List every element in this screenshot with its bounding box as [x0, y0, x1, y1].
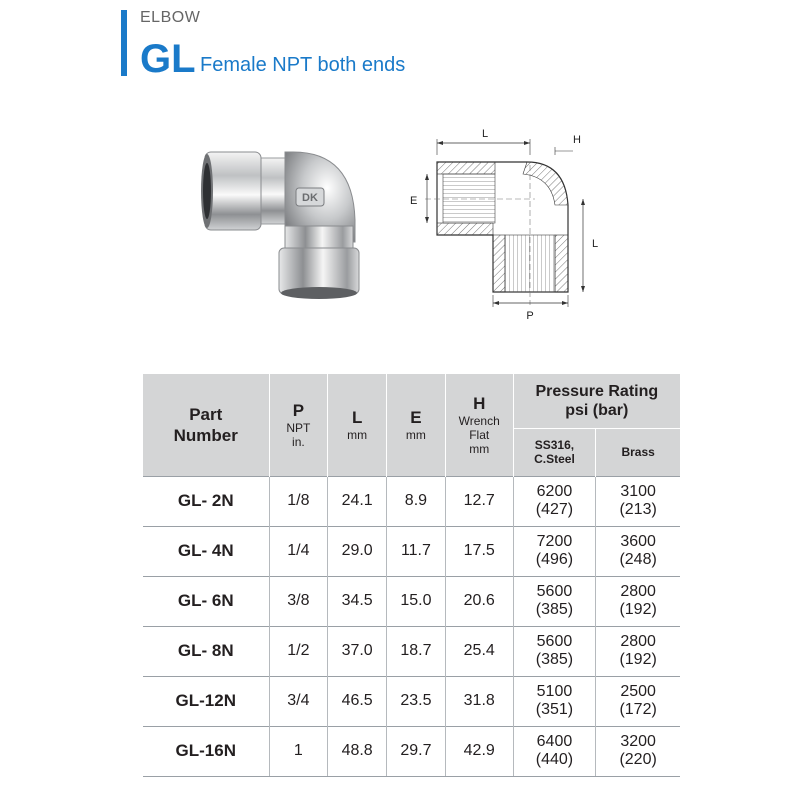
col-header-pressure-rating: Pressure Rating psi (bar)	[513, 374, 680, 428]
cell-part: GL- 4N	[143, 526, 269, 576]
brand-logo: DK	[302, 192, 318, 204]
cell-h: 25.4	[445, 626, 513, 676]
cell-p: 1/8	[269, 476, 328, 526]
col-header-part-number: Part Number	[143, 374, 269, 476]
spec-table	[143, 374, 680, 777]
cell-l: 34.5	[328, 576, 387, 626]
product-code: GL	[140, 37, 196, 81]
col-header-l: L mm	[328, 374, 387, 476]
cell-part: GL-16N	[143, 726, 269, 776]
cell-l: 46.5	[328, 676, 387, 726]
cell-h: 42.9	[445, 726, 513, 776]
cell-ss: 5100 (351)	[513, 676, 596, 726]
cell-l: 24.1	[328, 476, 387, 526]
cell-ss: 6400 (440)	[513, 726, 596, 776]
cell-e: 8.9	[387, 476, 446, 526]
cell-p: 1/2	[269, 626, 328, 676]
cell-p: 3/8	[269, 576, 328, 626]
dimension-label-h: H	[573, 134, 581, 146]
cell-ss: 5600 (385)	[513, 576, 596, 626]
cell-brass: 3200 (220)	[596, 726, 680, 776]
cell-brass: 2500 (172)	[596, 676, 680, 726]
cell-l: 29.0	[328, 526, 387, 576]
cell-e: 18.7	[387, 626, 446, 676]
table-row	[143, 576, 680, 626]
col-header-p: P NPT in.	[269, 374, 328, 476]
category-label: ELBOW	[140, 9, 201, 26]
col-header-h: H Wrench Flat mm	[445, 374, 513, 476]
cell-h: 12.7	[445, 476, 513, 526]
cell-ss: 5600 (385)	[513, 626, 596, 676]
cell-part: GL- 2N	[143, 476, 269, 526]
cell-brass: 2800 (192)	[596, 576, 680, 626]
table-row	[143, 676, 680, 726]
table-row	[143, 626, 680, 676]
dimension-label-p: P	[526, 310, 534, 322]
cell-h: 31.8	[445, 676, 513, 726]
cell-p: 3/4	[269, 676, 328, 726]
cell-p: 1/4	[269, 526, 328, 576]
elbow-photo	[193, 130, 373, 300]
cell-brass: 2800 (192)	[596, 626, 680, 676]
cell-ss: 7200 (496)	[513, 526, 596, 576]
cell-e: 23.5	[387, 676, 446, 726]
elbow-cross-section-drawing	[405, 125, 615, 325]
cell-e: 29.7	[387, 726, 446, 776]
col-header-ss316: SS316, C.Steel	[513, 428, 596, 476]
cell-brass: 3100 (213)	[596, 476, 680, 526]
table-row	[143, 526, 680, 576]
cell-p: 1	[269, 726, 328, 776]
cell-e: 11.7	[387, 526, 446, 576]
cell-l: 48.8	[328, 726, 387, 776]
cell-part: GL- 6N	[143, 576, 269, 626]
cell-h: 17.5	[445, 526, 513, 576]
cell-h: 20.6	[445, 576, 513, 626]
dimension-label-e: E	[410, 195, 418, 207]
table-row	[143, 476, 680, 526]
cell-brass: 3600 (248)	[596, 526, 680, 576]
dimension-label-top-l: L	[481, 128, 489, 140]
cell-part: GL- 8N	[143, 626, 269, 676]
cell-part: GL-12N	[143, 676, 269, 726]
cell-e: 15.0	[387, 576, 446, 626]
col-header-brass: Brass	[596, 428, 680, 476]
title-accent-bar	[121, 10, 127, 76]
table-row	[143, 726, 680, 776]
product-subtitle: Female NPT both ends	[200, 54, 406, 76]
col-header-e: E mm	[387, 374, 446, 476]
dimension-label-side-l: L	[592, 238, 599, 250]
cell-l: 37.0	[328, 626, 387, 676]
cell-ss: 6200 (427)	[513, 476, 596, 526]
